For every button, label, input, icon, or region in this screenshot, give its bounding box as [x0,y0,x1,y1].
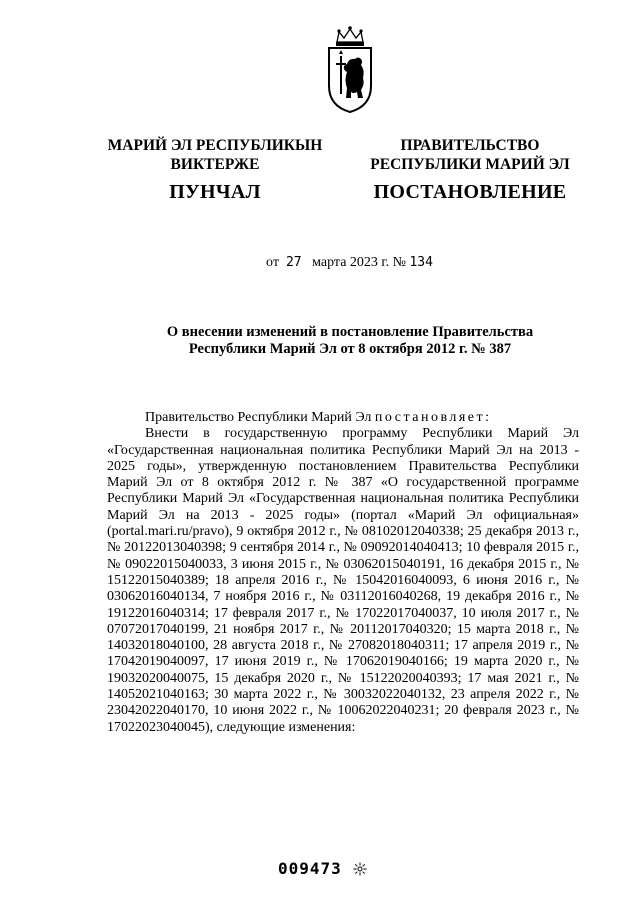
header-left-line1: МАРИЙ ЭЛ РЕСПУБЛИКЫН [107,137,323,154]
header-right-line2: РЕСПУБЛИКИ МАРИЙ ЭЛ [370,156,570,173]
header-right-line1: ПРАВИТЕЛЬСТВО [400,137,540,154]
document-title [100,324,600,358]
preamble-start: Правительство Республики Марий Эл [145,410,372,425]
date-day: 27 [285,255,302,270]
body-paragraph: Внести в государственную программу Республики Марий Эл «Государственная национальная политика Республики Марий Эл на 2013 - 2025 годы», утвержденную постановлением Правительства Республики Марий Эл от 8 октября 2012 г. № 387 «О государственной программе Республики Марий Эл «Государственная национальная политика Республики Марий Эл на 2013 - 2025 годы» (портал «Марий Эл официальная» (portal.mari.ru/pravo), 9 октября 2012 г., № 08102012040338; 25 декабря 2013 г., № 20122013040398; 9 сентября 2014 г., № 09092014040413; 10 февраля 2015 г., № 09022015040033, 3 июня 2015 г., № 03062015040191, 16 декабря 2015 г., № 15122015040389; 18 апреля 2016 г., № 15042016040093, 6 июня 2016 г., № 03062016040134, 7 ноября 2016 г., № 03112016040268, 19 декабря 2016 г., № 19122016040314; 17 февраля 2017 г., № 17022017040037, 10 июля 2017 г., № 07072017040199, 21 ноября 2017 г., № 20112017040320; 15 марта 2018 г., № 14032018040100, 28 августа 2018 г., № 27082018040311; 17 апреля 2019 г., № 17042019040097, 17 июня 2019 г., № 17062019040166; 19 марта 2020 г., № 19032020040075, 15 декабря 2020 г., № 15122020040393; 17 мая 2021 г., № 14052021040163; 30 марта 2022 г., № 30032022040132, 23 апреля 2022 г., № 23042022040170, 10 июня 2022 г., № 10062022040231; 20 февраля 2023 г., № 17022023040045), следующие изменения: [107,426,579,735]
preamble [107,410,579,426]
header-left [100,136,330,204]
header-right-doc-type: ПОСТАНОВЛЕНИЕ [373,181,567,203]
coat-of-arms-icon [325,24,375,114]
document-body [107,410,579,736]
title-line1: О внесении изменений в постановление Правительства [166,324,534,340]
date-prefix: от [266,255,279,270]
header-left-doc-type: ПУНЧАЛ [169,181,261,203]
header-left-line2: ВИКТЕРЖЕ [170,156,260,173]
ornament-icon [353,862,367,876]
date-month-year: марта 2023 г. № [312,255,406,270]
document-number: 134 [409,255,433,270]
serial-number: 009473 [278,859,342,878]
preamble-spaced: постановляет: [374,410,492,425]
header-right [360,136,580,204]
document-date-line [0,255,639,271]
title-line2: Республики Марий Эл от 8 октября 2012 г. № 387 [188,341,512,357]
